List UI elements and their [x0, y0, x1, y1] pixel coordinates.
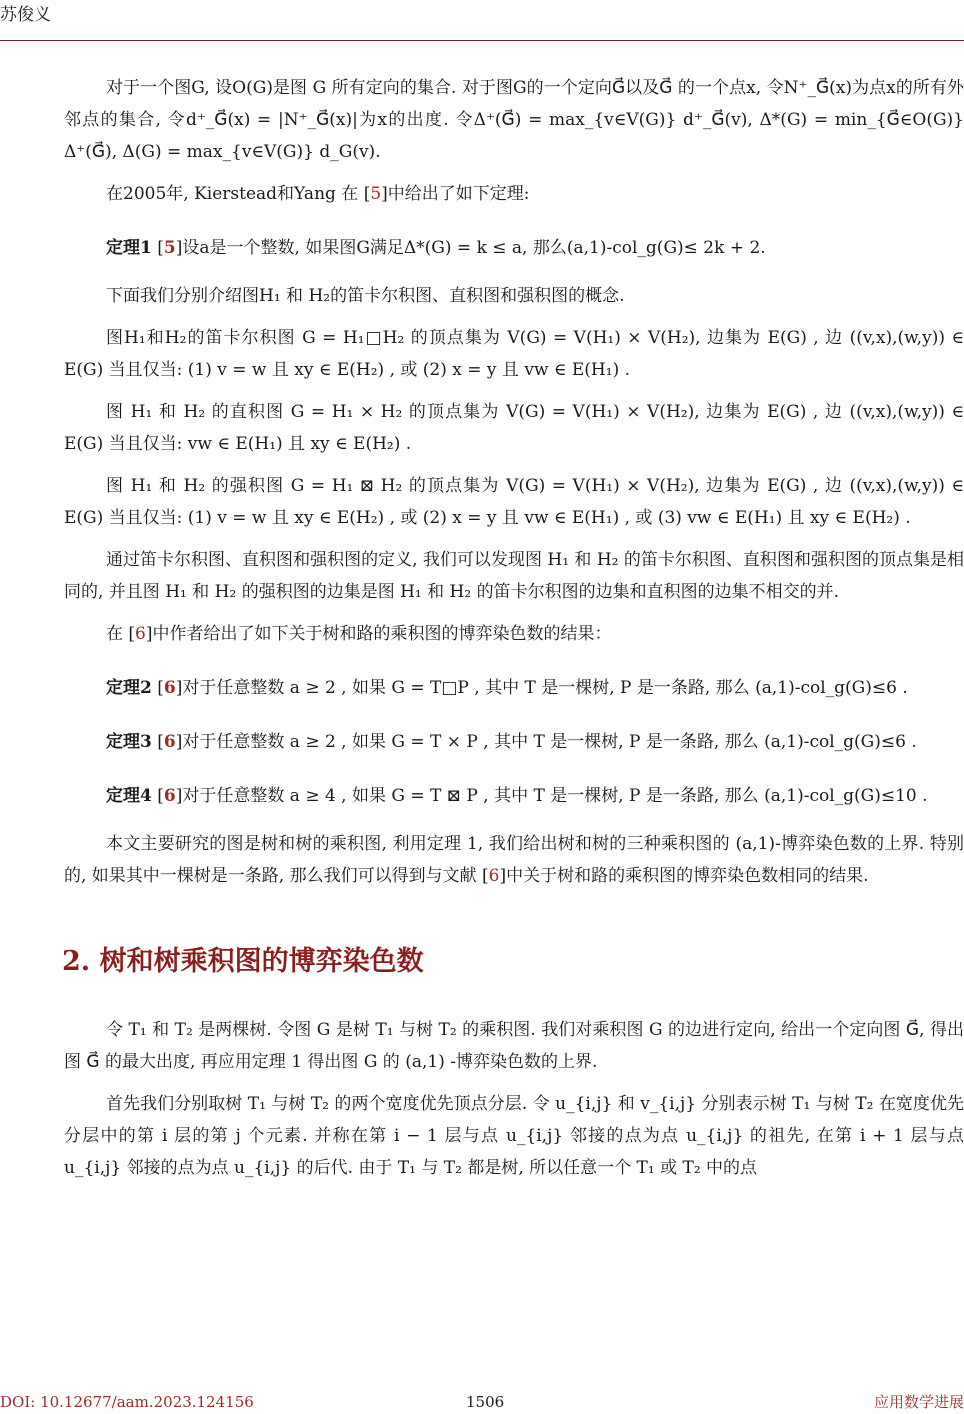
paragraph-product-intro: 下面我们分别介绍图H₁ 和 H₂的笛卡尔积图、直积图和强积图的概念. [106, 286, 625, 306]
paragraph-text: 在 [ [106, 624, 136, 644]
paragraph-text: ]中作者给出了如下关于树和路的乘积图的博弈染色数的结果： [145, 624, 612, 644]
paragraph-orientation-definitions: 对于一个图G, 设O(G)是图 G 所有定向的集合. 对于图G的一个定向G⃗以及G⃗ 的一个点x, 令N⁺_G⃗(x)为点x的所有外邻点的集合, 令d⁺_G⃗(x) = |N⁺_G⃗(x)|为x的出度. 令Δ⁺(G⃗) = max_{v∈V(G)} d⁺_G⃗(v), Δ*(G) = min_{G⃗∈O(G)} Δ⁺(G⃗), Δ(G) = max_{v∈V(G)} d_G(v). [64, 78, 964, 162]
paragraph-kierstead-yang [64, 178, 964, 210]
citation-link[interactable]: 5 [163, 238, 176, 258]
page-body [64, 72, 964, 1194]
citation-link[interactable]: 5 [370, 184, 382, 204]
citation-link[interactable]: 6 [488, 866, 500, 886]
paragraph-cartesian-product: 图H₁和H₂的笛卡尔积图 G = H₁□H₂ 的顶点集为 V(G) = V(H₁) × V(H₂), 边集为 E(G) , 边 ((v,x),(w,y)) ∈ E(G) 当且仅当: (1) v = w 且 xy ∈ E(H₂) , 或 (2) x = y 且 vw ∈ E(H₁) . [64, 328, 964, 380]
paragraph-tree-path-results [64, 618, 964, 650]
theorem-text: 对于任意整数 a ≥ 4 , 如果 G = T ⊠ P , 其中 T 是一棵树, P 是一条路, 那么 (a,1)-col_g(G)≤10 . [182, 786, 928, 806]
theorem-label: 定理4 [106, 786, 152, 806]
theorem-label: 定理2 [106, 678, 152, 698]
theorem-1: 定理1 [5]设a是一个整数, 如果图G满足Δ*(G) = k ≤ a, 那么(a,1)-col_g(G)≤ 2k + 2. [106, 238, 766, 258]
header-divider [0, 40, 964, 41]
citation-link[interactable]: 6 [135, 624, 146, 644]
paragraph-text: 本文主要研究的图是树和树的乘积图, 利用定理 1, 我们给出树和树的三种乘积图的 (a,1)-博弈染色数的上界. 特别的, 如果其中一棵树是一条路, 那么我们可以得到与文献 [ [64, 834, 964, 886]
paragraph-paper-summary [64, 828, 964, 892]
theorem-text: 设a是一个整数, 如果图G满足Δ*(G) = k ≤ a, 那么(a,1)-col_g(G)≤ 2k + 2. [182, 238, 766, 258]
citation-link[interactable]: 6 [163, 732, 176, 752]
theorem-label: 定理1 [106, 238, 152, 258]
journal-name: 应用数学进展 [873, 1393, 964, 1411]
paragraph-section-intro: 令 T₁ 和 T₂ 是两棵树. 令图 G 是树 T₁ 与树 T₂ 的乘积图. 我们对乘积图 G 的边进行定向, 给出一个定向图 G⃗, 得出图 G⃗ 的最大出度, 再应用定理 1 得出图 G 的 (a,1) -博弈染色数的上界. [64, 1020, 964, 1072]
paragraph-text: ]中关于树和路的乘积图的博弈染色数相同的结果. [499, 866, 869, 886]
paragraph-bfs-layers: 首先我们分别取树 T₁ 与树 T₂ 的两个宽度优先顶点分层. 令 u_{i,j} 和 v_{i,j} 分别表示树 T₁ 与树 T₂ 在宽度优先分层中的第 i 层的第 j 个元素. 并称在第 i − 1 层与点 u_{i,j} 邻接的点为点 u_{i,j} 的祖先, 在第 i + 1 层与点 u_{i,j} 邻接的点为点 u_{i,j} 的后代. 由于 T₁ 与 T₂ 都是树, 所以任意一个 T₁ 或 T₂ 中的点 [64, 1094, 964, 1178]
page-number: 1506 [466, 1393, 505, 1411]
paragraph-text: 在2005年, Kierstead和Yang 在 [ [106, 184, 371, 204]
paragraph-text: ]中给出了如下定理: [381, 184, 530, 204]
paragraph-strong-product: 图 H₁ 和 H₂ 的强积图 G = H₁ ⊠ H₂ 的顶点集为 V(G) = V(H₁) × V(H₂), 边集为 E(G) , 边 ((v,x),(w,y)) ∈ E(G) 当且仅当: (1) v = w 且 xy ∈ E(H₂) , 或 (2) x = y 且 vw ∈ E(H₁) , 或 (3) vw ∈ E(H₁) 且 xy ∈ E(H₂) . [64, 476, 964, 528]
running-header-author: 苏俊义 [0, 5, 51, 25]
citation-link[interactable]: 6 [163, 786, 176, 806]
theorem-text: 对于任意整数 a ≥ 2 , 如果 G = T × P , 其中 T 是一棵树, P 是一条路, 那么 (a,1)-col_g(G)≤6 . [182, 732, 917, 752]
theorem-text: 对于任意整数 a ≥ 2 , 如果 G = T□P , 其中 T 是一棵树, P 是一条路, 那么 (a,1)-col_g(G)≤6 . [182, 678, 908, 698]
doi-link[interactable]: DOI: 10.12677/aam.2023.124156 [0, 1393, 254, 1411]
paragraph-product-comparison: 通过笛卡尔积图、直积图和强积图的定义, 我们可以发现图 H₁ 和 H₂ 的笛卡尔积图、直积图和强积图的顶点集是相同的, 并且图 H₁ 和 H₂ 的强积图的边集是图 H₁ 和 H₂ 的笛卡尔积图的边集和直积图的边集不相交的并. [64, 550, 964, 602]
paragraph-direct-product: 图 H₁ 和 H₂ 的直积图 G = H₁ × H₂ 的顶点集为 V(G) = V(H₁) × V(H₂), 边集为 E(G) , 边 ((v,x),(w,y)) ∈ E(G) 当且仅当: vw ∈ E(H₁) 且 xy ∈ E(H₂) . [64, 402, 964, 454]
theorem-3: 定理3 [6]对于任意整数 a ≥ 2 , 如果 G = T × P , 其中 T 是一棵树, P 是一条路, 那么 (a,1)-col_g(G)≤6 . [106, 732, 917, 752]
theorem-2: 定理2 [6]对于任意整数 a ≥ 2 , 如果 G = T□P , 其中 T 是一棵树, P 是一条路, 那么 (a,1)-col_g(G)≤6 . [106, 678, 908, 698]
citation-link[interactable]: 6 [163, 678, 176, 698]
theorem-label: 定理3 [106, 732, 152, 752]
section-heading: 2. 树和树乘积图的博弈染色数 [62, 946, 424, 977]
theorem-4: 定理4 [6]对于任意整数 a ≥ 4 , 如果 G = T ⊠ P , 其中 T 是一棵树, P 是一条路, 那么 (a,1)-col_g(G)≤10 . [106, 786, 928, 806]
